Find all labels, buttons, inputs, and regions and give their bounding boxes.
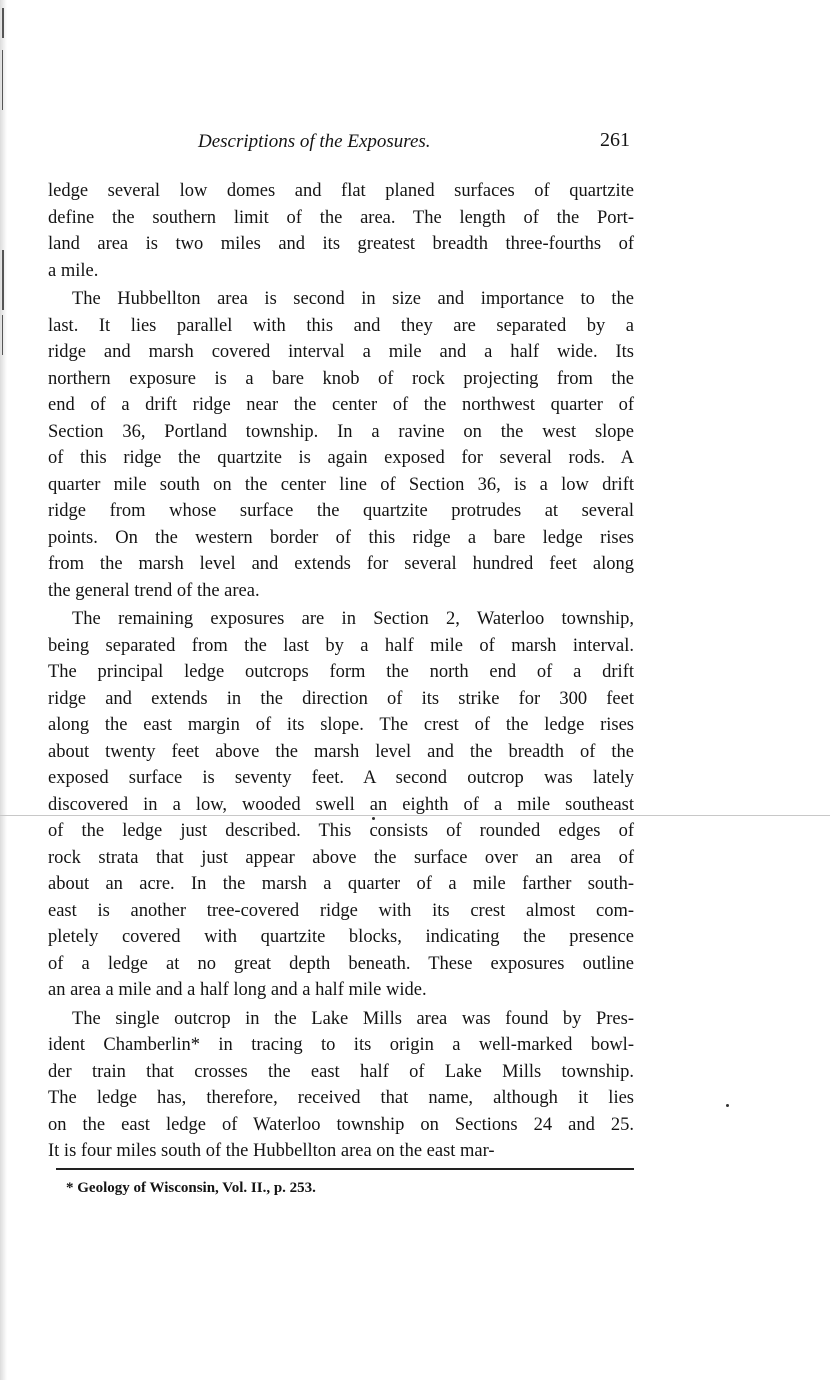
- text-line: a mile.: [48, 260, 99, 281]
- text-line: ridge from whose surface the quartzite protrudes at several: [48, 501, 634, 521]
- text-line: of the ledge just described. This consists of rounded edges of: [48, 821, 634, 841]
- text-line: It is four miles south of the Hubbellton area on the east mar-: [48, 1141, 495, 1161]
- text-line: east is another tree-covered ridge with its crest almost com-: [48, 900, 634, 921]
- text-line: about an acre. In the marsh a quarter of a mile farther south-: [48, 874, 634, 894]
- text-line: ridge and marsh covered interval a mile and a half wide. Its: [48, 342, 634, 362]
- scan-edge-mark: [2, 250, 4, 310]
- text-line: pletely covered with quartzite blocks, indicating the presence: [48, 927, 634, 947]
- running-header: [48, 131, 630, 161]
- text-line: last. It lies parallel with this and they are separated by a: [48, 315, 634, 336]
- ink-fleck: [372, 817, 375, 820]
- text-line: ident Chamberlin* in tracing to its origin a well-marked bowl-: [48, 1035, 634, 1055]
- text-line: northern exposure is a bare knob of rock projecting from the: [48, 368, 634, 389]
- text-line: about twenty feet above the marsh level and the breadth of the: [48, 741, 634, 762]
- text-line: of this ridge the quartzite is again exposed for several rods. A: [48, 448, 634, 468]
- text-line: being separated from the last by a half mile of marsh interval.: [48, 635, 634, 656]
- text-line: end of a drift ridge near the center of the northwest quarter of: [48, 395, 634, 415]
- text-line: The ledge has, therefore, received that name, although it lies: [48, 1088, 634, 1108]
- body-text: [48, 178, 634, 1165]
- text-line: along the east margin of its slope. The crest of the ledge rises: [48, 715, 634, 735]
- text-line: quarter mile south on the center line of Section 36, is a low drift: [48, 474, 634, 495]
- text-line: from the marsh level and extends for several hundred feet along: [48, 554, 634, 574]
- scan-edge-mark: [2, 8, 4, 38]
- text-line: land area is two miles and its greatest breadth three-fourths of: [48, 234, 634, 254]
- text-line: on the east ledge of Waterloo township on Sections 24 and 25.: [48, 1114, 634, 1135]
- text-line: ledge several low domes and flat planed surfaces of quartzite: [48, 181, 634, 201]
- scan-left-edge: [0, 0, 7, 1380]
- text-line: rock strata that just appear above the surface over an area of: [48, 847, 634, 868]
- text-line: The single outcrop in the Lake Mills area was found by Pres-: [72, 1008, 634, 1029]
- page-number: 261: [600, 129, 630, 151]
- text-line: the general trend of the area.: [48, 580, 260, 601]
- paragraph: [48, 606, 634, 1004]
- paragraph: [48, 178, 634, 284]
- text-line: The Hubbellton area is second in size and importance to the: [72, 289, 634, 309]
- text-line: an area a mile and a half long and a half mile wide.: [48, 980, 427, 1000]
- text-line: Section 36, Portland township. In a ravine on the west slope: [48, 421, 634, 442]
- text-line: of a ledge at no great depth beneath. These exposures outline: [48, 953, 634, 974]
- text-line: The remaining exposures are in Section 2, Waterloo township,: [72, 609, 634, 629]
- text-line: der train that crosses the east half of Lake Mills township.: [48, 1061, 634, 1082]
- paragraph: [48, 1006, 634, 1165]
- footnote-rule: [56, 1168, 634, 1170]
- text-line: define the southern limit of the area. The length of the Port-: [48, 207, 634, 228]
- text-line: The principal ledge outcrops form the north end of a drift: [48, 662, 634, 682]
- text-line: discovered in a low, wooded swell an eighth of a mile southeast: [48, 794, 634, 815]
- text-line: ridge and extends in the direction of its strike for 300 feet: [48, 688, 634, 709]
- running-header-title: Descriptions of the Exposures.: [198, 131, 431, 152]
- text-line: exposed surface is seventy feet. A second outcrop was lately: [48, 768, 634, 788]
- scan-edge-mark: [2, 315, 3, 355]
- footnote: * Geology of Wisconsin, Vol. II., p. 253.: [66, 1180, 316, 1196]
- scan-edge-mark: [2, 50, 3, 110]
- paragraph: [48, 286, 634, 604]
- text-line: points. On the western border of this ridge a bare ledge rises: [48, 527, 634, 548]
- ink-fleck: [726, 1104, 729, 1107]
